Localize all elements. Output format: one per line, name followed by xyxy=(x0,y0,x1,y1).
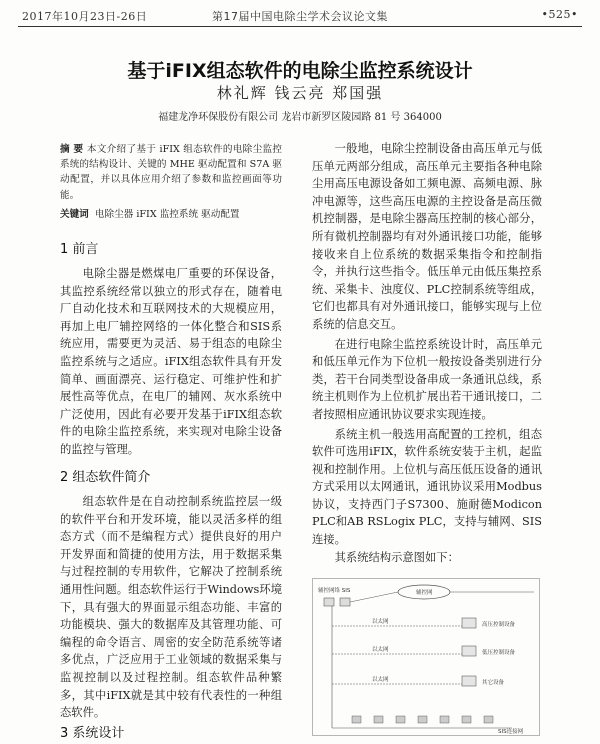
paragraph-6: 其系统结构示意图如下： xyxy=(334,550,459,564)
svg-text:高压控制设备: 高压控制设备 xyxy=(482,622,516,628)
bottom-device-row xyxy=(352,716,493,723)
host-computer-icon xyxy=(324,598,334,606)
svg-text:以太网: 以太网 xyxy=(372,619,389,625)
abstract xyxy=(60,142,282,203)
diagram-left-label: 辅控网络 SIS xyxy=(318,588,351,594)
svg-text:以太网: 以太网 xyxy=(372,647,389,653)
paper-affiliation: 福建龙净环保股份有限公司 龙岩市新罗区陵园路 81 号 364000 xyxy=(158,112,442,123)
diagram-row-2 xyxy=(332,645,516,656)
host-computer-icon xyxy=(340,598,350,606)
diagram-row-3 xyxy=(332,675,505,686)
svg-text:低压控制设备: 低压控制设备 xyxy=(482,650,516,656)
paragraph-4: 在进行电除尘监控系统设计时，高压单元和低压单元作为下位机一般按设备类别进行分类，若干台同类型设备串成一条通讯总线，系统主机则作为上位机扩展出若干通讯接口，二者按照相应通讯协议要求实现连接。 xyxy=(312,337,542,421)
header-journal: 第17届中国电除尘学术会议论文集 xyxy=(212,10,388,23)
device-icon xyxy=(462,676,476,686)
cloud-label: 辅控网 xyxy=(416,590,433,596)
uplink-line xyxy=(350,592,398,602)
bottom-bus-label: SIS连接网 xyxy=(498,729,524,735)
paper-authors: 林礼辉 钱云亮 郑国强 xyxy=(216,84,384,102)
diagram-row-1 xyxy=(332,617,516,628)
header-rule xyxy=(18,26,582,27)
section-heading-2: 2 组态软件简介 xyxy=(60,470,151,485)
paper-title: 基于iFIX组态软件的电除尘监控系统设计 xyxy=(127,60,473,82)
header-page-number: •525• xyxy=(541,8,578,21)
svg-text:其它设备: 其它设备 xyxy=(482,680,505,686)
abstract-text: 本文介绍了基于 iFIX 组态软件的电除尘监控系统的结构设计、关键的 MHE 驱动配置和 S7A 驱动配置，并以具体应用介绍了参数和监控画面等功能。 xyxy=(60,144,282,201)
paragraph-5: 系统主机一般选用高配置的工控机，组态软件可选用iFIX，软件系统安装于主机，起监视和控制作用。上位机与高压低压设备的通讯方式采用以太网通讯，通讯协议采用Modbus协议，支持西门子S7300、施耐德Modicon PLC和AB RSLogix PLC，支持与辅网、SIS连接。 xyxy=(312,427,542,547)
svg-text:以太网: 以太网 xyxy=(372,677,389,683)
device-icon xyxy=(462,618,476,628)
keywords xyxy=(60,206,282,220)
paragraph-3: 一般地，电除尘控制设备由高压单元与低压单元两部分组成，高压单元主要指各种电除尘用高压电源设备如工频电源、高频电源、脉冲电源等，这些高压电源的主控设备是高压微机控制器，是电除尘器高压控制的核心部分，所有微机控制器均有对外通讯接口功能，能够接收来自上位系统的数据采集指令和控制指令，并执行这些指令。低压单元由低压集控系统、采集卡、浊度仪、PLC控制系统等组成，它们也都具有对外通讯接口，能够实现与上位系统的信息交互。 xyxy=(312,142,542,331)
paragraph-2: 组态软件是在自动控制系统监控层一级的软件平台和开发环境，能以灵活多样的组态方式（而不是编程方式）提供良好的用户开发界面和简捷的使用方法，用于数据采集与过程控制的专用软件，它解决了控制系统通用性问题。组态软件运行于Windows环境下，具有强大的界面显示组态功能、丰富的功能模块、强大的数据库及其管理功能、可编程的命令语言、周密的安全防范系统等诸多优点，广泛应用于工业领域的数据采集与监视控制以及过程控制。组态软件品种繁多，其中iFIX就是其中较有代表性的一种组态软件。 xyxy=(60,495,282,720)
device-icon xyxy=(462,646,476,656)
header-date: 2017年10月23日-26日 xyxy=(22,10,148,23)
right-column-body xyxy=(312,140,542,566)
section-2-body xyxy=(60,493,282,722)
section-1-body xyxy=(60,265,282,459)
section-heading-1: 1 前言 xyxy=(60,242,99,257)
system-structure-diagram xyxy=(312,578,540,736)
abstract-label: 摘 要 xyxy=(60,144,84,155)
keywords-text: 电除尘器 iFIX 监控系统 驱动配置 xyxy=(94,209,240,220)
keywords-label: 关键词 xyxy=(60,209,89,220)
section-heading-3: 3 系统设计 xyxy=(60,726,125,741)
paragraph-1: 电除尘器是燃煤电厂重要的环保设备，其监控系统经常以独立的形式存在，随着电厂自动化技术和互联网技术的大规模应用，再加上电厂辅控网络的一体化整合和SIS系统应用，需要更为灵活、易于组态的电除尘监控系统与之适应。iFIX组态软件具有开发简单、画面漂亮、运行稳定、可维护性和扩展性高等优点，在电厂的辅网、灰水系统中广泛使用，因此有必要开发基于iFIX组态软件的电除尘监控系统，来实现对电除尘设备的监控与管理。 xyxy=(60,267,282,456)
